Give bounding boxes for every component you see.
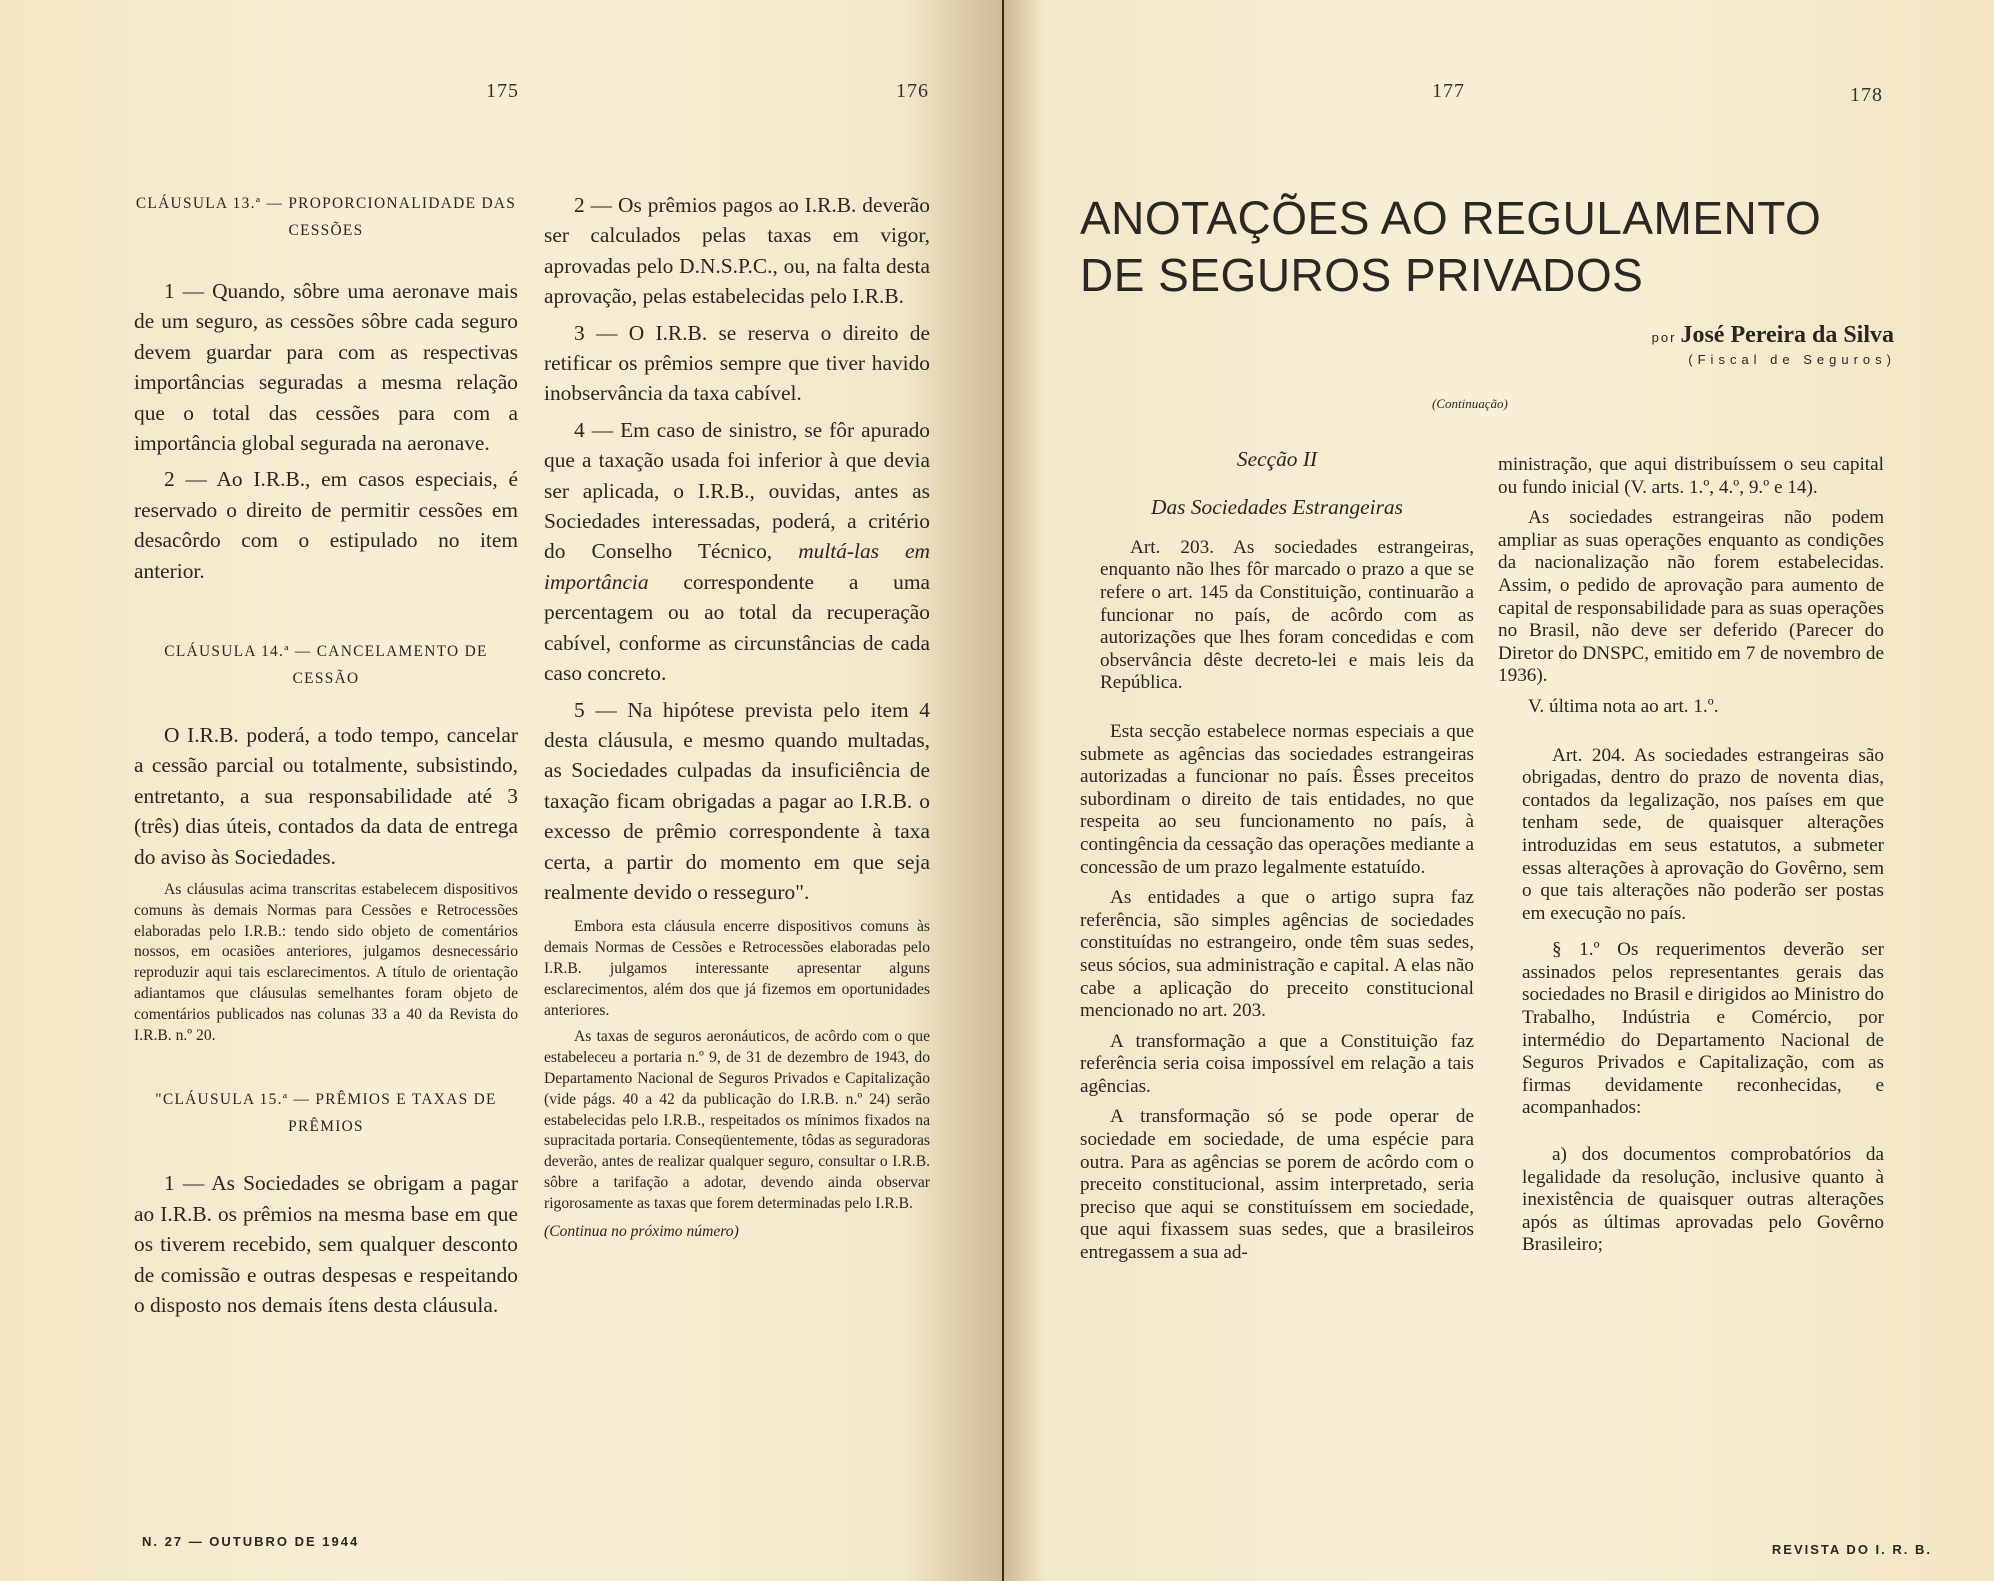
author-name: José Pereira da Silva — [1680, 322, 1894, 348]
commentary-paragraph-6: As sociedades estrangeiras não podem ampliar as suas operações enquanto as condições da nacionalização não forem estabelecidas. Assim, o pedido de aprovação para aumento de capital de responsabilidade para as suas operações no Brasil, não deve ser deferido (Parecer do Diretor do DNSPC, emitido em 7 de novembro de 1936). — [1498, 507, 1884, 687]
column-4 — [1498, 454, 1884, 1257]
clause-15-paragraph-4 — [544, 415, 930, 689]
page-number-178: 178 — [1850, 84, 1883, 106]
section-heading: Secção II — [1236, 447, 1318, 471]
clause-13-paragraph-1: 1 — Quando, sôbre uma aeronave mais de um seguro, as cessões sôbre cada seguro devem guardar para com as respectivas importâncias seguradas a mesma relação que o total das cessões para com a importância global segurada na aeronave. — [134, 279, 518, 456]
column-1 — [134, 190, 518, 1321]
article-204-item-a: a) dos documentos comprobatórios da legalidade da resolução, inclusive quanto à inexistência de quaisquer outras alterações após as últimas aprovadas pelo Govêrno Brasileiro; — [1522, 1144, 1884, 1256]
commentary-paragraph-2: As entidades a que o artigo supra faz referência, são simples agências de sociedades constituídas no estrangeiro, onde têm suas sedes, seus sócios, sua administração e capital. A elas não cabe a aplicação do preceito constitucional mencionado no art. 203. — [1080, 887, 1474, 1022]
article-204-paragraph-1: § 1.º Os requerimentos deverão ser assinados pelos representantes gerais das sociedades no Brasil e dirigidos ao Ministro do Trabalho, Indústria e Comércio, por intermédio do Departamento Nacional de Seguros Privados e Capitalização, com as firmas devidamente reconhecidas, e acompanhados: — [1522, 939, 1884, 1119]
clause-15-paragraph-1: 1 — As Sociedades se obrigam a pagar ao I.R.B. os prêmios na mesma base em que os tiverem recebido, sem qualquer desconto de comissão e outras despesas e respeitando o disposto nos demais ítens desta cláusula. — [134, 1171, 518, 1318]
clause-13-paragraph-2: 2 — Ao I.R.B., em casos especiais, é reservado o direito de permitir cessões em desacôrdo com o estipulado no item anterior. — [134, 467, 518, 583]
article-title — [1080, 190, 1821, 304]
byline — [1652, 322, 1894, 349]
paragraph-4-text-a: 4 — Em caso de sinistro, se fôr apurado que a taxação usada foi inferior à que devia ser aplicada, o I.R.B., ouvidas, antes as Sociedades interessadas, poderá, a critério do Conselho Técnico, — [544, 417, 930, 564]
note-aeronautic-rates: As taxas de seguros aeronáuticos, de acôrdo com o que estabeleceu a portaria n.º 9, de 31 de dezembro de 1943, do Departamento Nacional de Seguros Privados e Capitalização (vide págs. 40 a 42 da publicação do I.R.B. n.º 24) serão estabelecidas pelo I.R.B., respeitados os mínimos fixados na supracitada portaria. Conseqüentemente, tôdas as seguradoras deverão, antes de realizar qualquer seguro, consultar o I.R.B. sôbre a tarifação a adotar, devendo ainda observar rigorosamente as taxas que forem determinadas pelo I.R.B. — [544, 1028, 930, 1212]
page-number-177: 177 — [1432, 80, 1465, 102]
commentary-paragraph-7: V. última nota ao art. 1.º. — [1528, 695, 1719, 717]
commentary-paragraph-5: ministração, que aqui distribuíssem o seu capital ou fundo inicial (V. arts. 1.º, 4.º, 9.º e 14). — [1498, 454, 1884, 498]
author-role: (Fiscal de Seguros) — [1688, 352, 1896, 367]
column-3 — [1080, 444, 1474, 1265]
clause-14-paragraph: O I.R.B. poderá, a todo tempo, cancelar a cessão parcial ou totalmente, subsistindo, entretanto, a sua responsabilidade até 3 (três) dias úteis, contados da data de entrega do aviso às Sociedades. — [134, 723, 518, 869]
footer-magazine: REVISTA DO I. R. B. — [1771, 1542, 1932, 1557]
continua-note: (Continua no próximo número) — [544, 1222, 739, 1240]
commentary-paragraph-3: A transformação a que a Constituição faz referência seria coisa impossível em relação a tais agências. — [1080, 1030, 1474, 1097]
note-common-clauses: As cláusulas acima transcritas estabelecem dispositivos comuns às demais Normas para Cessões e Retrocessões elaboradas pelo I.R.B.: tendo sido objeto de comentários nossos, em ocasiões anteriores, julgamos desnecessário reproduzir aqui tais esclarecimentos. A título de orientação adiantamos que cláusulas semelhantes foram objeto de comentários publicados nas colunas 33 a 40 da Revista do I.R.B. n.º 20. — [134, 881, 518, 1044]
clause-13-title: CLÁUSULA 13.ª — PROPORCIONALIDADE DAS CESSÕES — [135, 195, 517, 239]
page-number-176: 176 — [896, 80, 929, 102]
paragraph-4-emphasis: multá-las em importância — [544, 539, 930, 594]
paragraph-4-text-b: correspondente a uma percentagem ou ao total da recuperação cabível, conforme as circunstâncias de cada caso concreto. — [544, 569, 930, 686]
page-number-175: 175 — [486, 80, 519, 102]
clause-15-paragraph-2: 2 — Os prêmios pagos ao I.R.B. deverão ser calculados pelas taxas em vigor, aprovadas pelo D.N.S.P.C., ou, na falta desta aprovação, pelas estabelecidas pelo I.R.B. — [544, 193, 930, 309]
commentary-paragraph-4: A transformação só se pode operar de sociedade em sociedade, de uma espécie para outra. Para as agências se porem de acôrdo com o preceito constitucional, assim interpretado, seria preciso que aqui se constituíssem em sociedade, que aqui fixassem suas sedes, que a brasileiros entregassem a sua ad- — [1080, 1106, 1474, 1264]
clause-15-paragraph-3: 3 — O I.R.B. se reserva o direito de retificar os prêmios sempre que tiver havido inobservância da taxa cabível. — [544, 320, 930, 406]
article-title-line-2: DE SEGUROS PRIVADOS — [1080, 249, 1644, 301]
article-203: Art. 203. As sociedades estrangeiras, enquanto não lhes fôr marcado o prazo a que se refere o art. 145 da Constituição, continuarão a funcionar no país, de acôrdo com as autorizações que lhes foram concedidas e com observância dêste decreto-lei e mais leis da República. — [1100, 536, 1474, 694]
subsection-heading: Das Sociedades Estrangeiras — [1151, 495, 1403, 520]
right-page — [1004, 0, 1994, 1581]
column-2 — [544, 190, 930, 1241]
continuation-label: (Continuação) — [1432, 396, 1508, 411]
author-prefix: por — [1651, 330, 1677, 345]
article-title-line-1: ANOTAÇÕES AO REGULAMENTO — [1080, 192, 1822, 244]
note-explanation: Embora esta cláusula encerre dispositivos comuns às demais Normas de Cessões e Retrocessões elaboradas pelo I.R.B. julgamos interessante apresentar alguns esclarecimentos, além dos que já fizemos em oportunidades anteriores. — [544, 918, 930, 1019]
article-204: Art. 204. As sociedades estrangeiras são obrigadas, dentro do prazo de noventa dias, contados da legalização, nos países em que tenham sede, de quaisquer alterações introduzidas em seus estatutos, a submeter essas alterações à aprovação do Govêrno, sem o que tais alterações não poderão ser postas em execução no país. — [1522, 744, 1884, 924]
footer-issue: N. 27 — OUTUBRO DE 1944 — [142, 1534, 360, 1549]
commentary-paragraph-1: Esta secção estabelece normas especiais a que submete as agências das sociedades estrangeiras autorizadas a funcionar no país. Êsses preceitos subordinam o direito de tais entidades, no que respeita ao seu funcionamento no país, à contingência da cessação das operações mediante a concessão de um prazo legalmente estatuído. — [1080, 720, 1474, 878]
clause-15-paragraph-5: 5 — Na hipótese prevista pelo item 4 desta cláusula, e mesmo quando multadas, as Sociedades culpadas da insuficiência de taxação ficam obrigadas a pagar ao I.R.B. o excesso de prêmio correspondente à taxa certa, a partir do momento em que seja realmente devido o resseguro". — [544, 697, 930, 904]
clause-14-title: CLÁUSULA 14.ª — CANCELAMENTO DE CESSÃO — [164, 643, 488, 688]
clause-15-title: "CLÁUSULA 15.ª — PRÊMIOS E TAXAS DE PRÊMIOS — [155, 1091, 497, 1136]
